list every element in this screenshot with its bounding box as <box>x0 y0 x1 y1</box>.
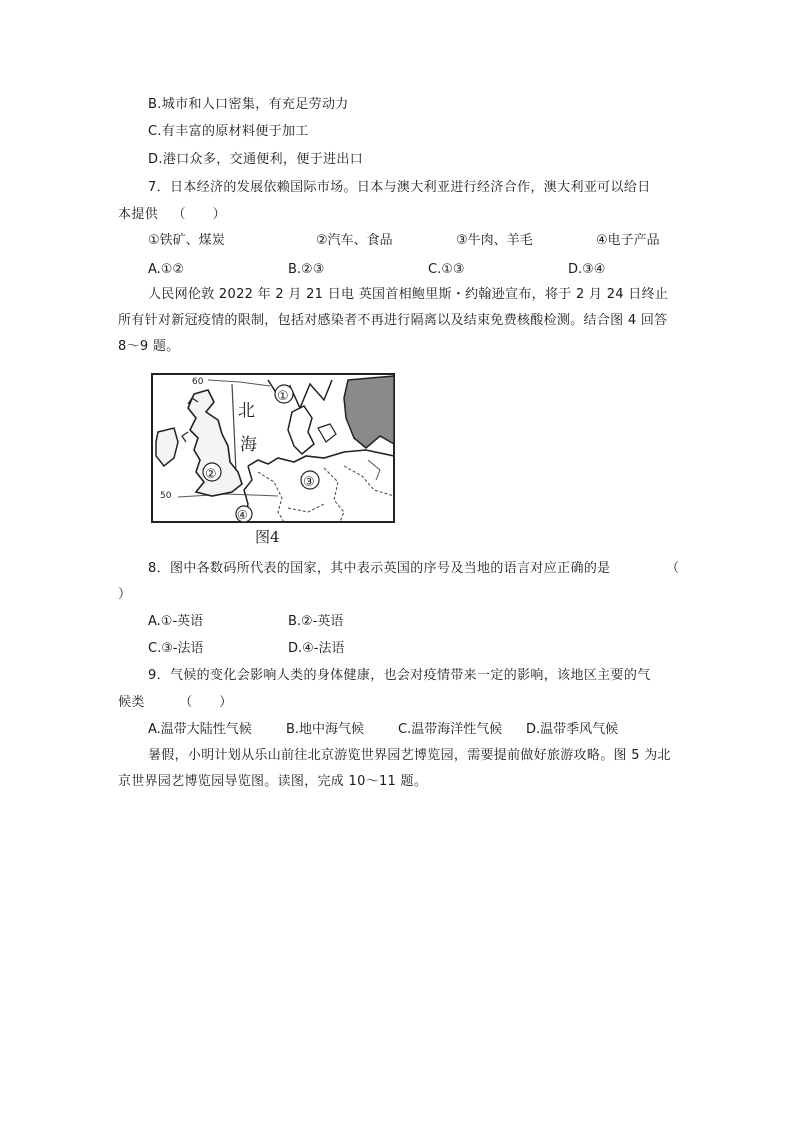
figure-4-caption: 图4 <box>255 528 280 546</box>
q9-choice-a: A.温带大陆性气候 <box>148 722 252 737</box>
marker-1-label: ① <box>277 389 289 404</box>
q7-stem-line1: 7．日本经济的发展依赖国际市场。日本与澳大利亚进行经济合作，澳大利亚可以给日 <box>148 180 651 195</box>
north-sea-char-1: 北 <box>238 401 255 421</box>
q6-option-c: C.有丰富的原材料便于加工 <box>148 124 309 139</box>
q8-paren-open: （ <box>666 561 680 576</box>
q7-item-1: ①铁矿、煤炭 <box>148 233 225 248</box>
q9-choice-c: C.温带海洋性气候 <box>398 722 503 737</box>
passage-news-text: 人民网伦敦 2022 年 2 月 21 日电 英国首相鲍里斯・约翰逊宣布，将于 2 月 24 日终止所有针对新冠疫情的限制，包括对感染者不再进行隔离以及结束免费核酸检测。结合图 4 回答 8～9 题。 <box>118 287 669 354</box>
q7-choice-c: C.①③ <box>428 262 465 277</box>
passage-expo <box>118 743 675 795</box>
q6-option-b: B.城市和人口密集，有充足劳动力 <box>148 97 349 112</box>
q7-item-3: ③牛肉、羊毛 <box>456 233 533 248</box>
latitude-50-label: 50 <box>160 491 172 501</box>
q7-stem-tail: 本提供 <box>118 207 159 222</box>
q8-paren-close: ） <box>118 587 132 602</box>
q8-choice-c: C.③-法语 <box>148 641 204 656</box>
q7-item-2: ②汽车、食品 <box>316 233 393 248</box>
q9-stem-line2 <box>118 694 233 712</box>
q9-stem-line1: 9．气候的变化会影响人类的身体健康，也会对疫情带来一定的影响，该地区主要的气 <box>148 668 651 683</box>
q8-choice-d: D.④-法语 <box>288 641 345 656</box>
q7-choice-a: A.①② <box>148 262 185 277</box>
q9-stem-tail: 候类 <box>118 695 145 710</box>
passage-expo-text: 暑假，小明计划从乐山前往北京游览世界园艺博览园，需要提前做好旅游攻略。图 5 为北京世界园艺博览园导览图。读图，完成 10～11 题。 <box>118 748 671 789</box>
q8-choice-a: A.①-英语 <box>148 614 204 629</box>
q9-answer-paren: （ ） <box>179 695 233 710</box>
q9-choice-d: D.温带季风气候 <box>526 722 619 737</box>
passage-news <box>118 282 675 360</box>
q9-choice-b: B.地中海气候 <box>286 722 365 737</box>
map-graphic <box>148 372 398 524</box>
marker-3-label: ③ <box>303 475 315 490</box>
q7-item-4: ④电子产品 <box>596 233 660 248</box>
q6-option-d: D.港口众多，交通便利，便于进出口 <box>148 152 364 167</box>
figure-4-map <box>148 372 398 524</box>
latitude-60-label: 60 <box>192 377 204 387</box>
marker-2-label: ② <box>205 467 217 482</box>
q8-choice-b: B.②-英语 <box>288 614 344 629</box>
north-sea-char-2: 海 <box>240 435 257 455</box>
q7-choice-d: D.③④ <box>568 262 606 277</box>
q7-choice-b: B.②③ <box>288 262 325 277</box>
q7-stem-line2 <box>118 206 226 224</box>
marker-4-label: ④ <box>237 508 248 522</box>
q8-stem: 8．图中各数码所代表的国家，其中表示英国的序号及当地的语言对应正确的是 <box>148 561 611 576</box>
q7-answer-paren: （ ） <box>172 207 226 222</box>
